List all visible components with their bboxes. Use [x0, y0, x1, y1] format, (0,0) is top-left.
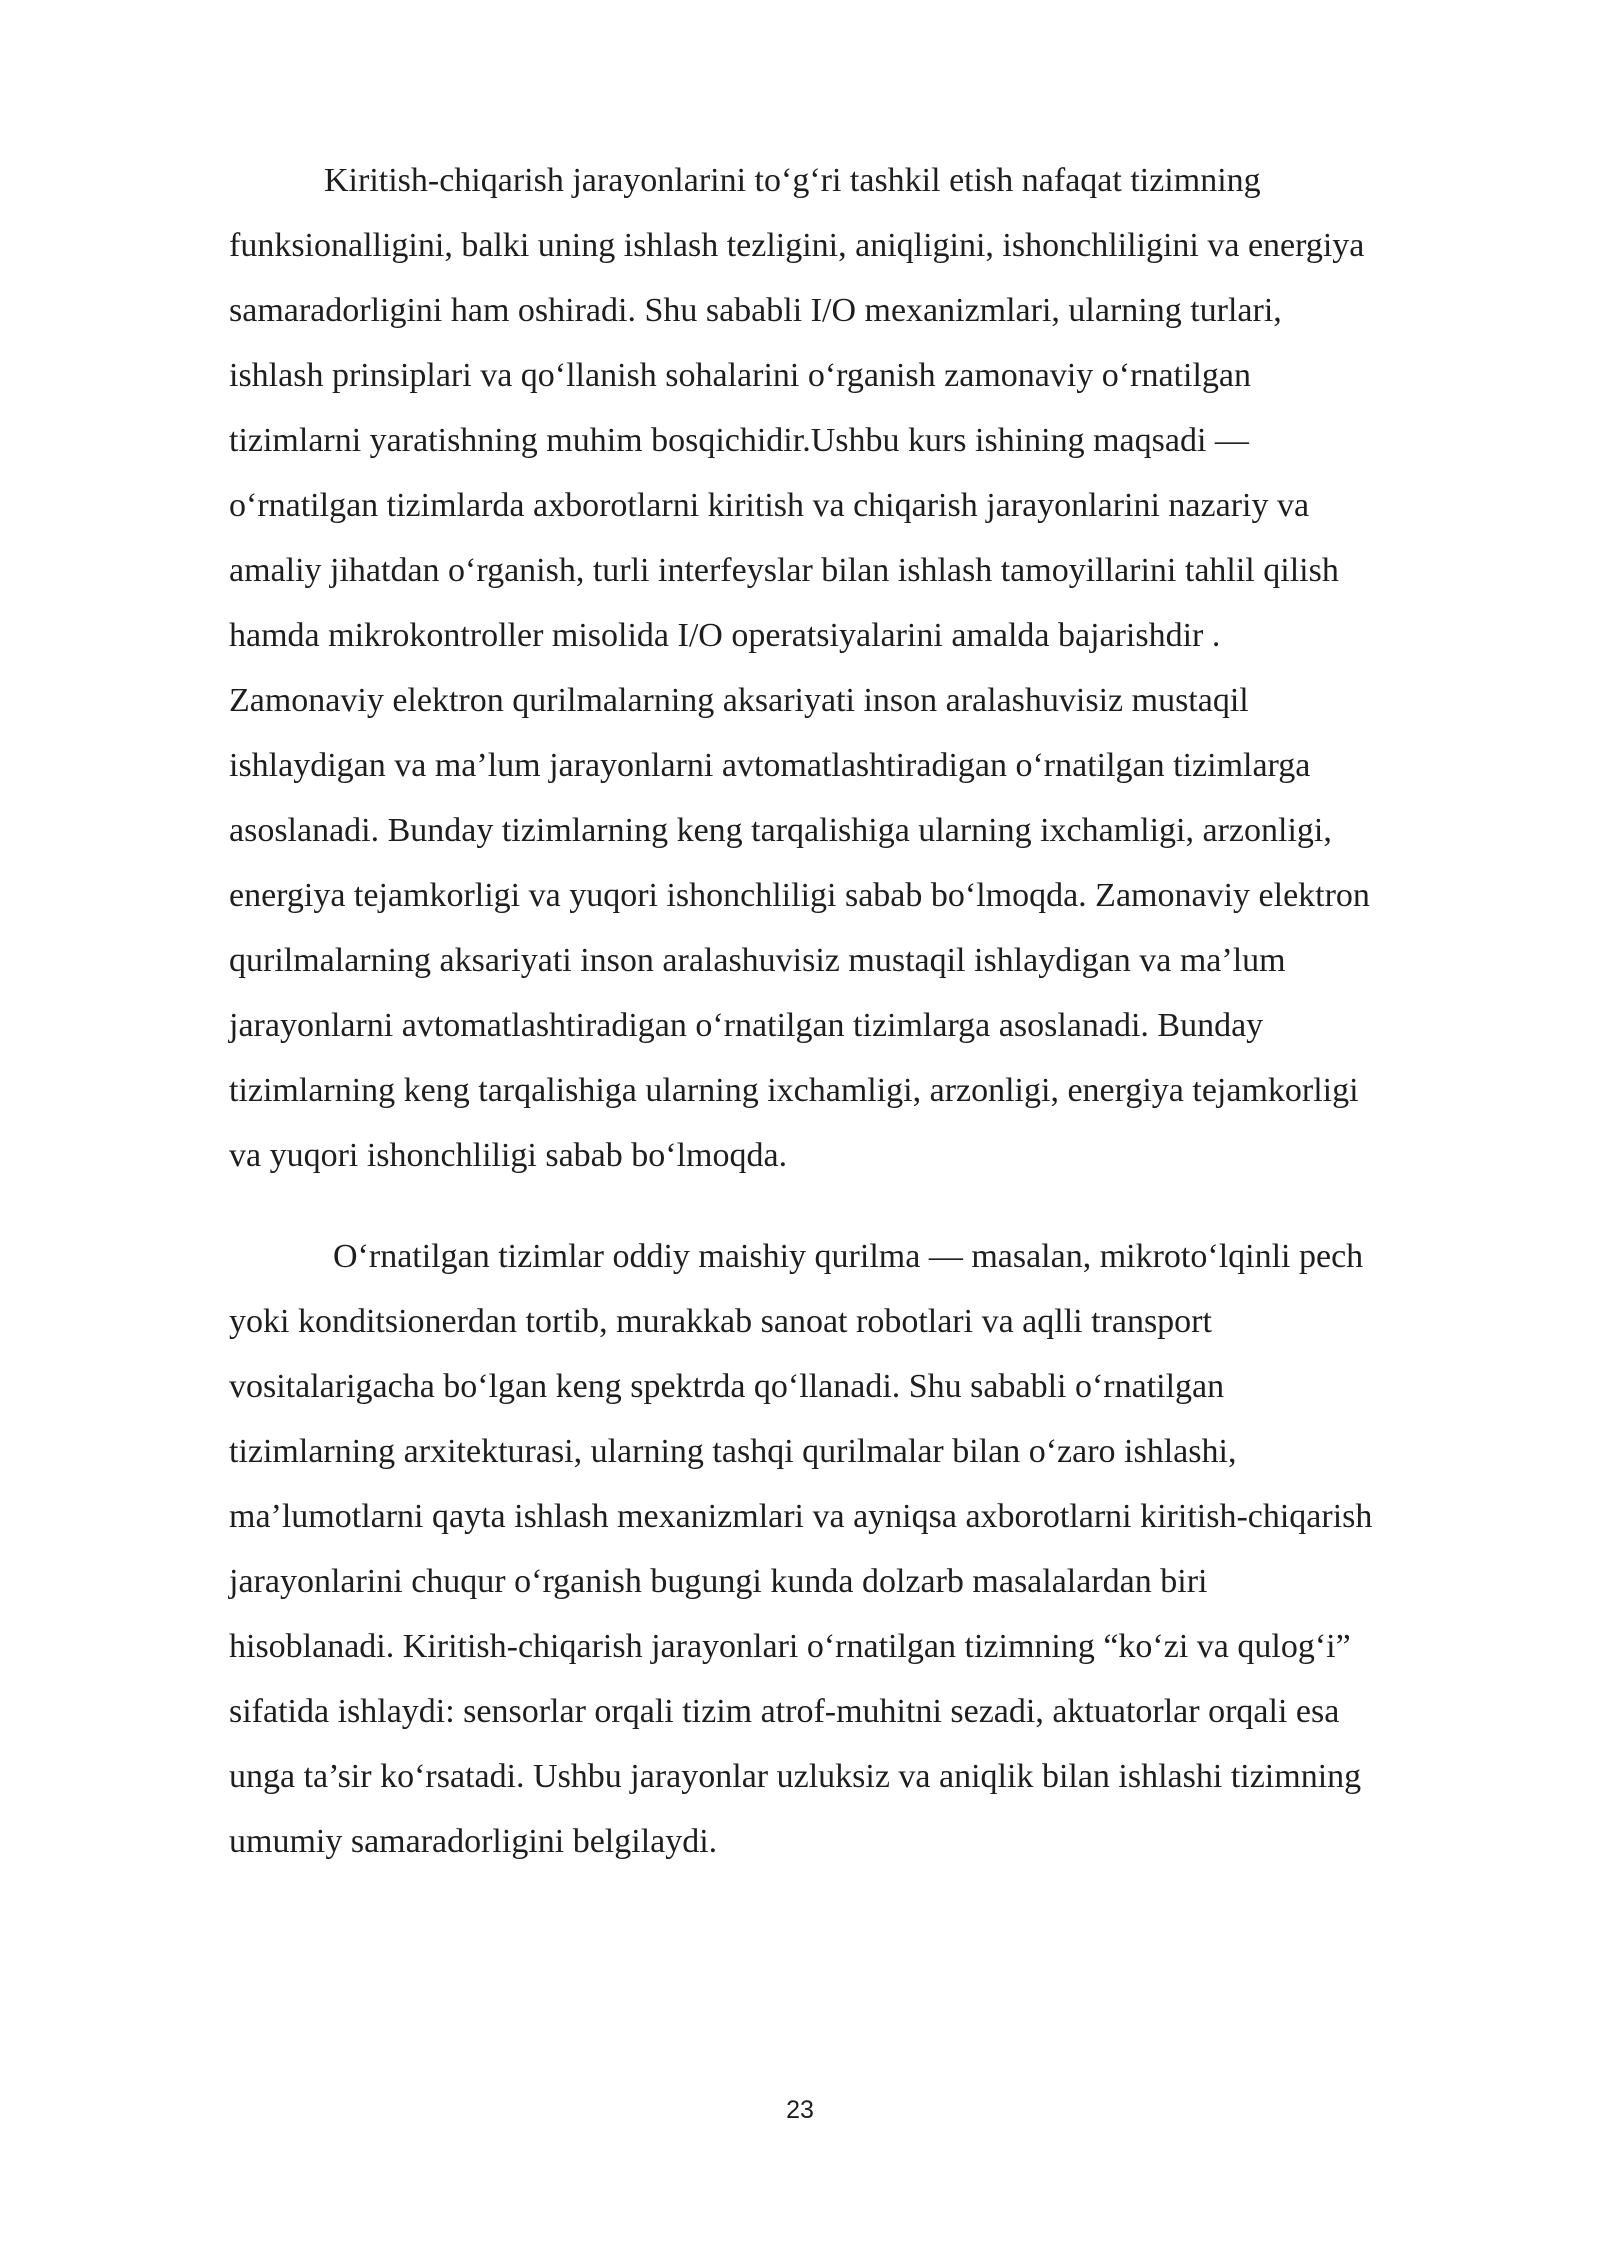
paragraph-1: Kiritish-chiqarish jarayonlarini to‘g‘ri tashkil etish nafaqat tizimning funksionalligini, balki uning ishlash tezligini, aniqligini, ishonchliligini va energiya samaradorligini ham oshiradi. Shu sababli I/O mexanizmlari, ularning turlari, ishlash prinsiplari va qo‘llanish sohalarini o‘rganish zamonaviy o‘rnatilgan tizimlarni yaratishning muhim bosqichidir.Ushbu kurs ishining maqsadi — o‘rnatilgan tizimlarda axborotlarni kiritish va chiqarish jarayonlarini nazariy va amaliy jihatdan o‘rganish, turli interfeyslar bilan ishlash tamoyillarini tahlil qilish hamda mikrokontroller misolida I/O operatsiyalarini amalda bajarishdir . Zamonaviy elektron qurilmalarning aksariyati inson aralashuvisiz mustaqil ishlaydigan va ma’lum jarayonlarni avtomatlashtiradigan o‘rnatilgan tizimlarga asoslanadi. Bunday tizimlarning keng tarqalishiga ularning ixchamligi, arzonligi, energiya tejamkorligi va yuqori ishonchliligi sabab bo‘lmoqda. Zamonaviy elektron qurilmalarning aksariyati inson aralashuvisiz mustaqil ishlaydigan va ma’lum jarayonlarni avtomatlashtiradigan o‘rnatilgan tizimlarga asoslanadi. Bunday tizimlarning keng tarqalishiga ularning ixchamligi, arzonligi, energiya tejamkorligi va yuqori ishonchliligi sabab bo‘lmoqda.	[229, 162, 1370, 1174]
paragraph-2: O‘rnatilgan tizimlar oddiy maishiy qurilma — masalan, mikroto‘lqinli pech yoki konditsionerdan tortib, murakkab sanoat robotlari va aqlli transport vositalarigacha bo‘lgan keng spektrda qo‘llanadi. Shu sababli o‘rnatilgan tizimlarning arxitekturasi, ularning tashqi qurilmalar bilan o‘zaro ishlashi, ma’lumotlarni qayta ishlash mexanizmlari va ayniqsa axborotlarni kiritish-chiqarish jarayonlarini chuqur o‘rganish bugungi kunda dolzarb masalalardan biri hisoblanadi. Kiritish-chiqarish jarayonlari o‘rnatilgan tizimning “ko‘zi va qulog‘i” sifatida ishlaydi: sensorlar orqali tizim atrof-muhitni sezadi, aktuatorlar orqali esa unga ta’sir ko‘rsatadi. Ushbu jarayonlar uzluksiz va aniqlik bilan ishlashi tizimning umumiy samaradorligini belgilaydi.	[229, 1238, 1373, 1860]
body-text	[229, 148, 1525, 1874]
page-number: 23	[786, 2096, 814, 2124]
